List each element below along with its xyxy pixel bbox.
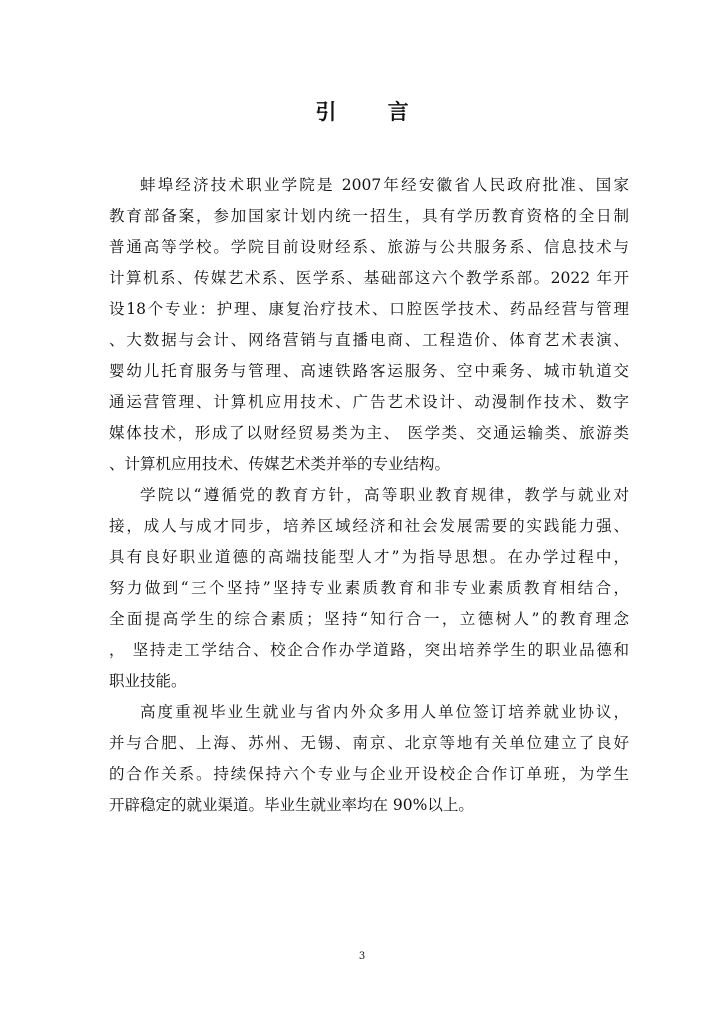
- page-number: 3: [358, 951, 366, 962]
- text-line: 媒体技术，形成了以财经贸易类为主、 医学类、交通运输类、旅游类: [109, 424, 629, 442]
- text-line: 、计算机应用技术、传媒艺术类并举的专业结构。: [109, 455, 451, 473]
- text-line: 计算机系、传媒艺术系、医学系、基础部这六个教学系部。2022 年开: [109, 269, 629, 287]
- text-line: 蚌埠经济技术职业学院是 2007年经安徽省人民政府批准、国家: [140, 176, 629, 194]
- text-line: ， 坚持走工学结合、校企合作办学道路，突出培养学生的职业品德和: [109, 641, 629, 659]
- paragraph-3: [109, 697, 629, 821]
- text-line: 接，成人与成才同步，培养区域经济和社会发展需要的实践能力强、: [109, 517, 629, 535]
- text-line: 普通高等学校。学院目前设财经系、旅游与公共服务系、信息技术与: [109, 238, 629, 256]
- text-line: 具有良好职业道德的高端技能型人才”为指导思想。在办学过程中，: [109, 548, 629, 566]
- text-line: 并与合肥、上海、苏州、无锡、南京、北京等地有关单位建立了良好: [109, 734, 629, 752]
- paragraph-1: [109, 170, 629, 480]
- text-line: 婴幼儿托育服务与管理、高速铁路客运服务、空中乘务、城市轨道交: [109, 362, 629, 380]
- text-line: 努力做到“三个坚持”坚持专业素质教育和非专业素质教育相结合，: [109, 579, 629, 597]
- text-line: 学院以“遵循党的教育方针，高等职业教育规律，教学与就业对: [140, 486, 629, 504]
- text-line: 、大数据与会计、网络营销与直播电商、工程造价、体育艺术表演、: [109, 331, 629, 349]
- text-line: 职业技能。: [109, 672, 187, 690]
- text-line: 开辟稳定的就业渠道。毕业生就业率均在 90%以上。: [109, 796, 474, 814]
- page-title: 引 言: [315, 99, 431, 124]
- text-line: 高度重视毕业生就业与省内外众多用人单位签订培养就业协议，: [140, 703, 629, 721]
- paragraph-2: [109, 480, 629, 697]
- text-line: 的合作关系。持续保持六个专业与企业开设校企合作订单班，为学生: [109, 765, 629, 783]
- text-line: 设18个专业：护理、康复治疗技术、口腔医学技术、药品经营与管理: [109, 300, 629, 318]
- text-line: 全面提高学生的综合素质；坚持“知行合一，立德树人”的教育理念: [109, 610, 629, 628]
- text-line: 教育部备案，参加国家计划内统一招生，具有学历教育资格的全日制: [109, 207, 629, 225]
- body-text: [109, 170, 629, 821]
- text-line: 通运营管理、计算机应用技术、广告艺术设计、动漫制作技术、数字: [109, 393, 629, 411]
